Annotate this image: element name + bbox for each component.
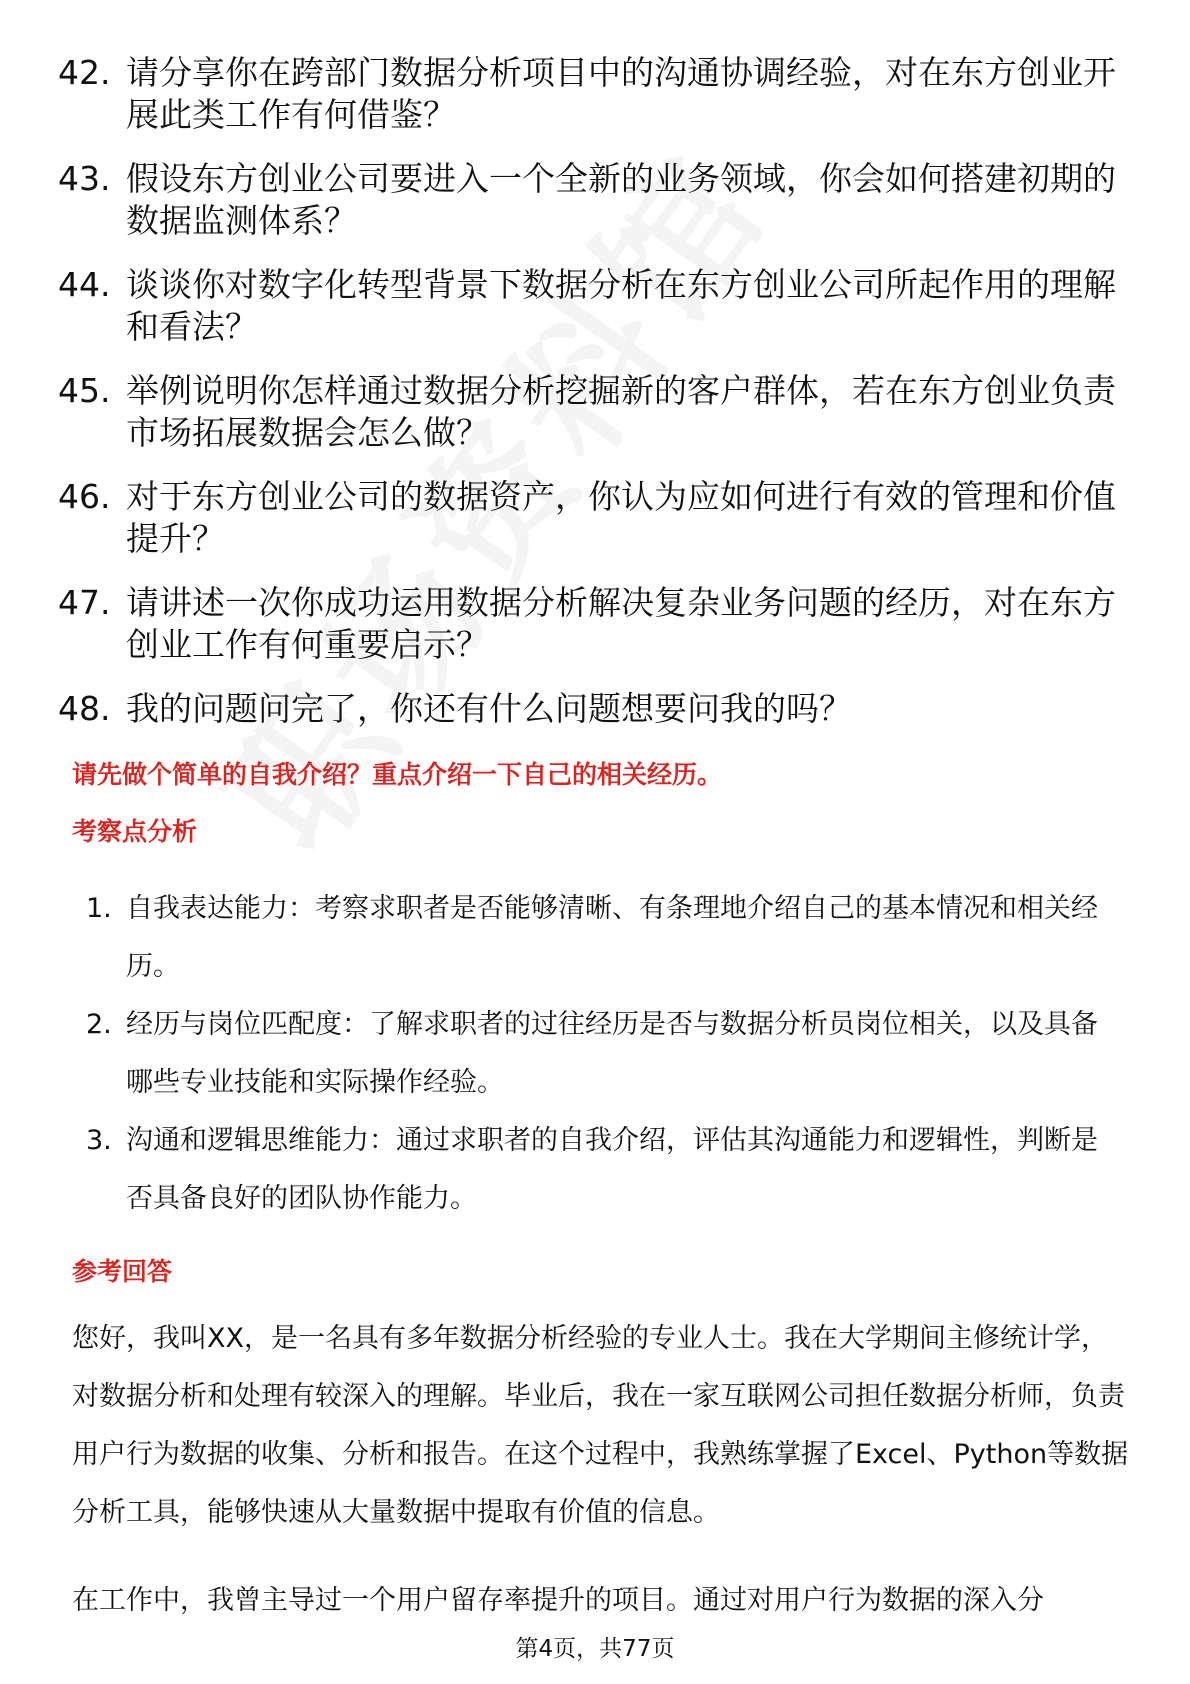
question-number: 47. xyxy=(58,583,111,622)
reference-answer-heading: 参考回答 xyxy=(72,1257,173,1286)
question-text: 请分享你在跨部门数据分析项目中的沟通协调经验，对在东方创业开展此类工作有何借鉴？ xyxy=(126,53,1116,134)
point-number: 2. xyxy=(86,1009,112,1040)
question-number: 48. xyxy=(58,689,111,728)
question-item xyxy=(58,52,1118,136)
point-number: 1. xyxy=(86,893,112,924)
analysis-point xyxy=(86,1112,1116,1228)
analysis-point xyxy=(86,996,1116,1112)
question-text: 请讲述一次你成功运用数据分析解决复杂业务问题的经历，对在东方创业工作有何重要启示？ xyxy=(126,583,1116,664)
question-text: 假设东方创业公司要进入一个全新的业务领域，你会如何搭建初期的数据监测体系？ xyxy=(126,159,1116,240)
question-item xyxy=(58,688,1118,730)
point-text: 自我表达能力：考察求职者是否能够清晰、有条理地介绍自己的基本情况和相关经历。 xyxy=(126,893,1098,982)
question-item xyxy=(58,264,1118,348)
question-item xyxy=(58,158,1118,242)
point-number: 3. xyxy=(86,1125,112,1156)
page-footer: 第4页，共77页 xyxy=(515,1636,675,1662)
question-item xyxy=(58,370,1118,454)
point-text: 沟通和逻辑思维能力：通过求职者的自我介绍，评估其沟通能力和逻辑性，判断是否具备良好的团队协作能力。 xyxy=(126,1125,1098,1214)
question-number: 45. xyxy=(58,371,111,410)
question-number: 44. xyxy=(58,265,111,304)
analysis-point-list xyxy=(86,880,1116,1228)
question-number: 43. xyxy=(58,159,111,198)
question-number: 42. xyxy=(58,53,111,92)
point-text: 经历与岗位匹配度：了解求职者的过往经历是否与数据分析员岗位相关，以及具备哪些专业技能和实际操作经验。 xyxy=(126,1009,1098,1098)
answer-paragraph: 您好，我叫XX，是一名具有多年数据分析经验的专业人士。我在大学期间主修统计学，对数据分析和处理有较深入的理解。毕业后，我在一家互联网公司担任数据分析师，负责用户行为数据的收集、分析和报告。在这个过程中，我熟练掌握了Excel、Python等数据分析工具，能够快速从大量数据中提取有价值的信息。 xyxy=(72,1323,1129,1528)
section-question-heading: 请先做个简单的自我介绍？重点介绍一下自己的相关经历。 xyxy=(72,760,723,789)
question-text: 谈谈你对数字化转型背景下数据分析在东方创业公司所起作用的理解和看法？ xyxy=(126,265,1116,346)
question-item xyxy=(58,582,1118,666)
question-text: 对于东方创业公司的数据资产，你认为应如何进行有效的管理和价值提升？ xyxy=(126,477,1116,558)
answer-paragraph: 在工作中，我曾主导过一个用户留存率提升的项目。通过对用户行为数据的深入分 xyxy=(72,1585,1044,1616)
question-text: 我的问题问完了，你还有什么问题想要问我的吗？ xyxy=(126,689,852,728)
question-number: 46. xyxy=(58,477,111,516)
question-text: 举例说明你怎样通过数据分析挖掘新的客户群体，若在东方创业负责市场拓展数据会怎么做？ xyxy=(126,371,1116,452)
question-item xyxy=(58,476,1118,560)
analysis-heading: 考察点分析 xyxy=(72,817,198,846)
question-list xyxy=(58,52,1118,752)
analysis-point xyxy=(86,880,1116,996)
